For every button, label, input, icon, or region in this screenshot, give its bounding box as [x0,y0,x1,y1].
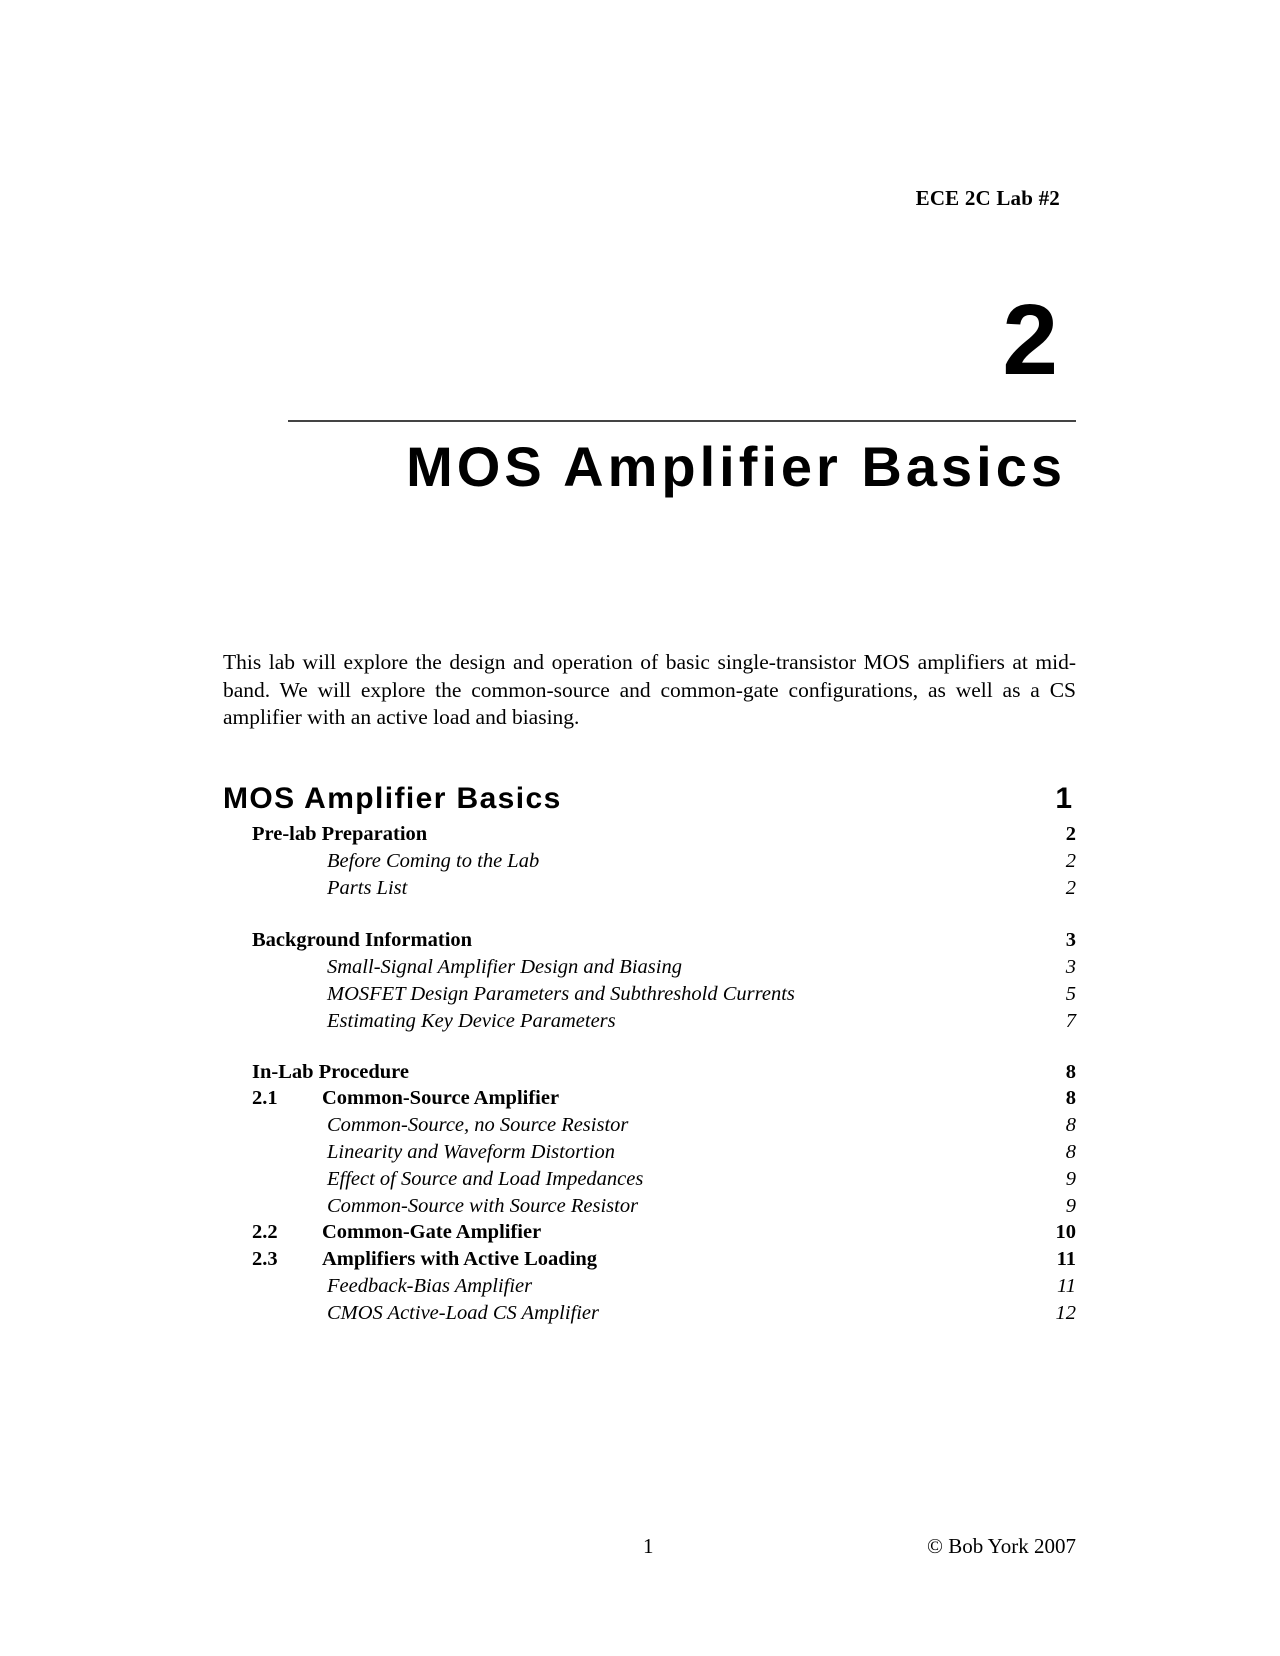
toc-page: 10 [1055,1221,1076,1244]
toc-title: Amplifiers with Active Loading [322,1248,598,1271]
toc-page: 3 [1065,929,1076,952]
toc-title: Feedback-Bias Amplifier [327,1274,533,1297]
toc-page: 8 [1065,1060,1076,1083]
toc-title: In-Lab Procedure [252,1060,409,1083]
toc-title: Before Coming to the Lab [327,849,540,872]
toc-entry[interactable] [223,981,1076,1008]
toc-entry[interactable] [223,1300,1076,1327]
table-of-contents [223,777,1076,1327]
toc-page: 11 [1056,1248,1076,1271]
toc-section-number: 2.2 [252,1221,278,1244]
toc-page: 9 [1065,1167,1076,1190]
title-rule [288,420,1076,422]
toc-title: Linearity and Waveform Distortion [327,1140,615,1163]
toc-entry[interactable] [223,954,1076,981]
footer-page-number: 1 [643,1534,654,1558]
toc-page: 11 [1057,1274,1076,1297]
toc-entry-section-2-3[interactable] [223,1246,1076,1273]
toc-page: 5 [1065,982,1076,1005]
toc-section-number: 2.3 [252,1248,278,1271]
toc-page: 2 [1065,849,1076,872]
toc-page: 8 [1065,1114,1076,1137]
toc-title: MOSFET Design Parameters and Subthreshold Currents [327,982,795,1005]
toc-page: 9 [1065,1194,1076,1217]
toc-title: Small-Signal Amplifier Design and Biasing [327,956,682,979]
toc-title: Estimating Key Device Parameters [327,1009,616,1032]
toc-section-number: 2.1 [252,1087,278,1110]
toc-entry[interactable] [223,1139,1076,1166]
toc-title: Common-Gate Amplifier [322,1221,542,1244]
toc-page: 2 [1065,876,1076,899]
toc-entry[interactable] [223,1273,1076,1300]
toc-page: 3 [1065,956,1076,979]
chapter-title: MOS Amplifier Basics [406,435,1066,498]
toc-entry[interactable] [223,1008,1076,1035]
toc-top-entry[interactable] [223,777,1076,821]
toc-title: Background Information [252,929,473,952]
toc-page: 8 [1065,1140,1076,1163]
lab-label: ECE 2C Lab #2 [915,186,1060,210]
intro-paragraph: This lab will explore the design and operation of basic single-transistor MOS amplifiers at mid-band. We will explore the common-source and common-gate configurations, as well as a CS amplifier with an active load and biasing. [223,650,1076,729]
toc-title: Common-Source, no Source Resistor [327,1114,629,1137]
toc-title: Pre-lab Preparation [252,823,428,845]
toc-page: 2 [1065,823,1076,845]
toc-entry-background[interactable] [223,927,1076,954]
toc-page: 8 [1065,1087,1076,1110]
toc-title: Common-Source with Source Resistor [327,1194,639,1217]
toc-title: Effect of Source and Load Impedances [327,1167,644,1190]
toc-entry-section-2-1[interactable] [223,1085,1076,1112]
toc-page: 1 [1055,782,1072,815]
toc-entry[interactable] [223,875,1076,902]
toc-title: Common-Source Amplifier [322,1087,560,1110]
toc-page: 7 [1065,1009,1076,1032]
toc-title: Parts List [327,876,408,899]
toc-entry[interactable] [223,1193,1076,1220]
toc-entry[interactable] [223,848,1076,875]
footer-copyright: © Bob York 2007 [927,1534,1076,1558]
toc-title: MOS Amplifier Basics [223,782,562,815]
toc-page: 12 [1055,1301,1076,1324]
toc-title: CMOS Active-Load CS Amplifier [327,1301,599,1324]
toc-entry[interactable] [223,1112,1076,1139]
toc-entry-prelab[interactable] [223,821,1076,848]
toc-entry[interactable] [223,1166,1076,1193]
toc-entry-inlab[interactable] [223,1059,1076,1086]
chapter-number: 2 [1002,284,1058,396]
toc-entry-section-2-2[interactable] [223,1219,1076,1246]
